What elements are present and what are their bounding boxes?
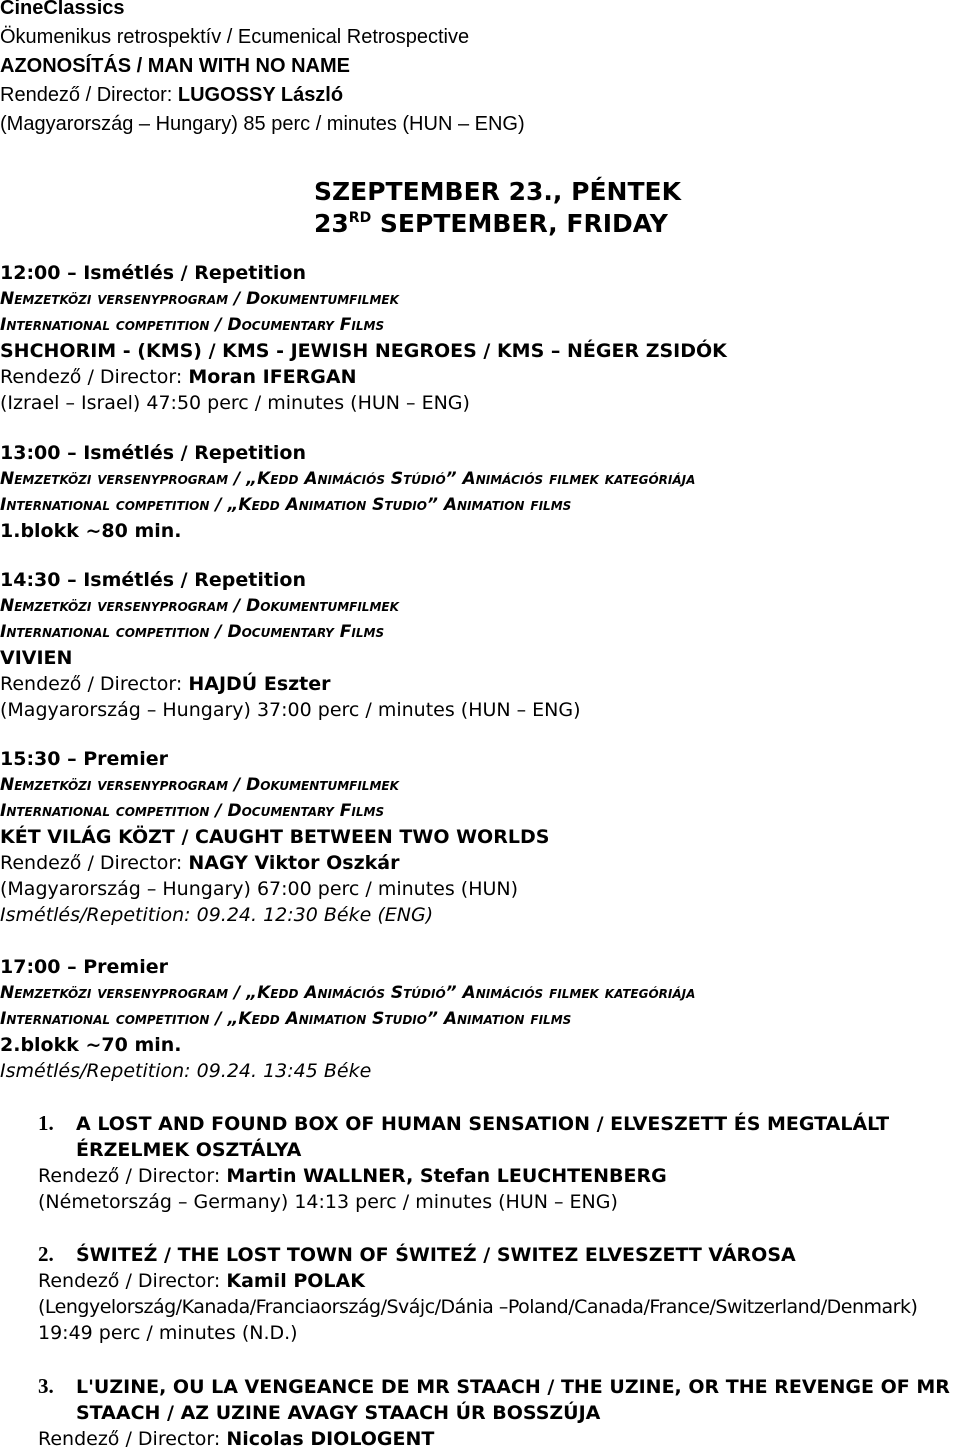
film-title-cont: STAACH / AZ UZINE AVAGY STAACH ÚR BOSSZÚJA	[76, 1402, 601, 1424]
screening-time: 15:30 – Premier	[0, 748, 168, 770]
date-hu: SZEPTEMBER 23., PÉNTEK	[314, 177, 681, 206]
category-en: International competition / „Kedd Animation Studio” Animation films	[0, 1009, 572, 1029]
film-title: 2. ŚWITEŹ / THE LOST TOWN OF ŚWITEŹ / SWITEZ ELVESZETT VÁROSA	[38, 1242, 796, 1266]
screening-1430	[0, 567, 960, 723]
header-film-title: AZONOSÍTÁS / MAN WITH NO NAME	[0, 55, 350, 77]
film-list-item-3	[0, 1373, 960, 1452]
film-title: VIVIEN	[0, 647, 73, 669]
film-director: Rendező / Director: Kamil POLAK	[38, 1270, 365, 1292]
repetition-note: Ismétlés/Repetition: 09.24. 13:45 Béke	[0, 1060, 372, 1082]
film-director: Rendező / Director: Nicolas DIOLOGENT	[38, 1428, 435, 1450]
film-duration: 19:49 perc / minutes (N.D.)	[38, 1322, 298, 1344]
repetition-note: Ismétlés/Repetition: 09.24. 12:30 Béke (ENG)	[0, 904, 434, 926]
screening-time: 13:00 – Ismétlés / Repetition	[0, 442, 307, 464]
category-en: International competition / „Kedd Animation Studio” Animation films	[0, 495, 572, 515]
screening-time: 14:30 – Ismétlés / Repetition	[0, 569, 307, 591]
film-director: Rendező / Director: HAJDÚ Eszter	[0, 673, 331, 695]
film-title: 3. L'UZINE, OU LA VENGEANCE DE MR STAACH / THE UZINE, OR THE REVENGE OF MR	[38, 1374, 950, 1398]
film-title-cont: ÉRZELMEK OSZTÁLYA	[76, 1139, 302, 1161]
screening-1530	[0, 746, 960, 928]
screening-1200	[0, 260, 960, 416]
film-title: 1. A LOST AND FOUND BOX OF HUMAN SENSATION / ELVESZETT ÉS MEGTALÁLT	[38, 1111, 890, 1135]
category-hu: Nemzetközi versenyprogram / „Kedd Animációs Stúdió” Animációs filmek kategóriája	[0, 983, 696, 1003]
film-title: SHCHORIM - (KMS) / KMS - JEWISH NEGROES / KMS – NÉGER ZSIDÓK	[0, 340, 727, 362]
block-length: 1.blokk ~80 min.	[0, 520, 182, 542]
category-hu: Nemzetközi versenyprogram / Dokumentumfilmek	[0, 775, 399, 795]
brand-title: CineClassics	[0, 0, 125, 19]
date-heading	[314, 176, 681, 240]
category-en: International competition / Documentary Films	[0, 801, 385, 821]
category-en: International competition / Documentary Films	[0, 315, 385, 335]
film-details: (Magyarország – Hungary) 37:00 perc / minutes (HUN – ENG)	[0, 699, 581, 721]
film-title: KÉT VILÁG KÖZT / CAUGHT BETWEEN TWO WORLDS	[0, 826, 550, 848]
film-director: Rendező / Director: Moran IFERGAN	[0, 366, 357, 388]
date-en: 23RD SEPTEMBER, FRIDAY	[314, 209, 668, 238]
film-details: (Lengyelország/Kanada/Franciaország/Svájc/Dánia –Poland/Canada/France/Switzerland/Denmark)	[38, 1296, 918, 1318]
category-hu: Nemzetközi versenyprogram / Dokumentumfilmek	[0, 289, 399, 309]
film-director: Rendező / Director: Martin WALLNER, Stefan LEUCHTENBERG	[38, 1165, 667, 1187]
header-details: (Magyarország – Hungary) 85 perc / minutes (HUN – ENG)	[0, 113, 525, 135]
category-en: International competition / Documentary Films	[0, 622, 385, 642]
screening-time: 17:00 – Premier	[0, 956, 168, 978]
film-details: (Izrael – Israel) 47:50 perc / minutes (HUN – ENG)	[0, 392, 470, 414]
header-block	[0, 0, 960, 139]
film-list-item-1	[0, 1110, 960, 1215]
header-director: Rendező / Director: LUGOSSY László	[0, 84, 344, 106]
section-title: Ökumenikus retrospektív / Ecumenical Retrospective	[0, 26, 470, 48]
category-hu: Nemzetközi versenyprogram / Dokumentumfilmek	[0, 596, 399, 616]
screening-time: 12:00 – Ismétlés / Repetition	[0, 262, 307, 284]
film-details: (Németország – Germany) 14:13 perc / minutes (HUN – ENG)	[38, 1191, 618, 1213]
film-list-item-2	[0, 1241, 960, 1346]
block-length: 2.blokk ~70 min.	[0, 1034, 182, 1056]
category-hu: Nemzetközi versenyprogram / „Kedd Animációs Stúdió” Animációs filmek kategóriája	[0, 469, 696, 489]
film-director: Rendező / Director: NAGY Viktor Oszkár	[0, 852, 400, 874]
screening-1700	[0, 954, 960, 1084]
film-details: (Magyarország – Hungary) 67:00 perc / minutes (HUN)	[0, 878, 519, 900]
screening-1300	[0, 440, 960, 544]
